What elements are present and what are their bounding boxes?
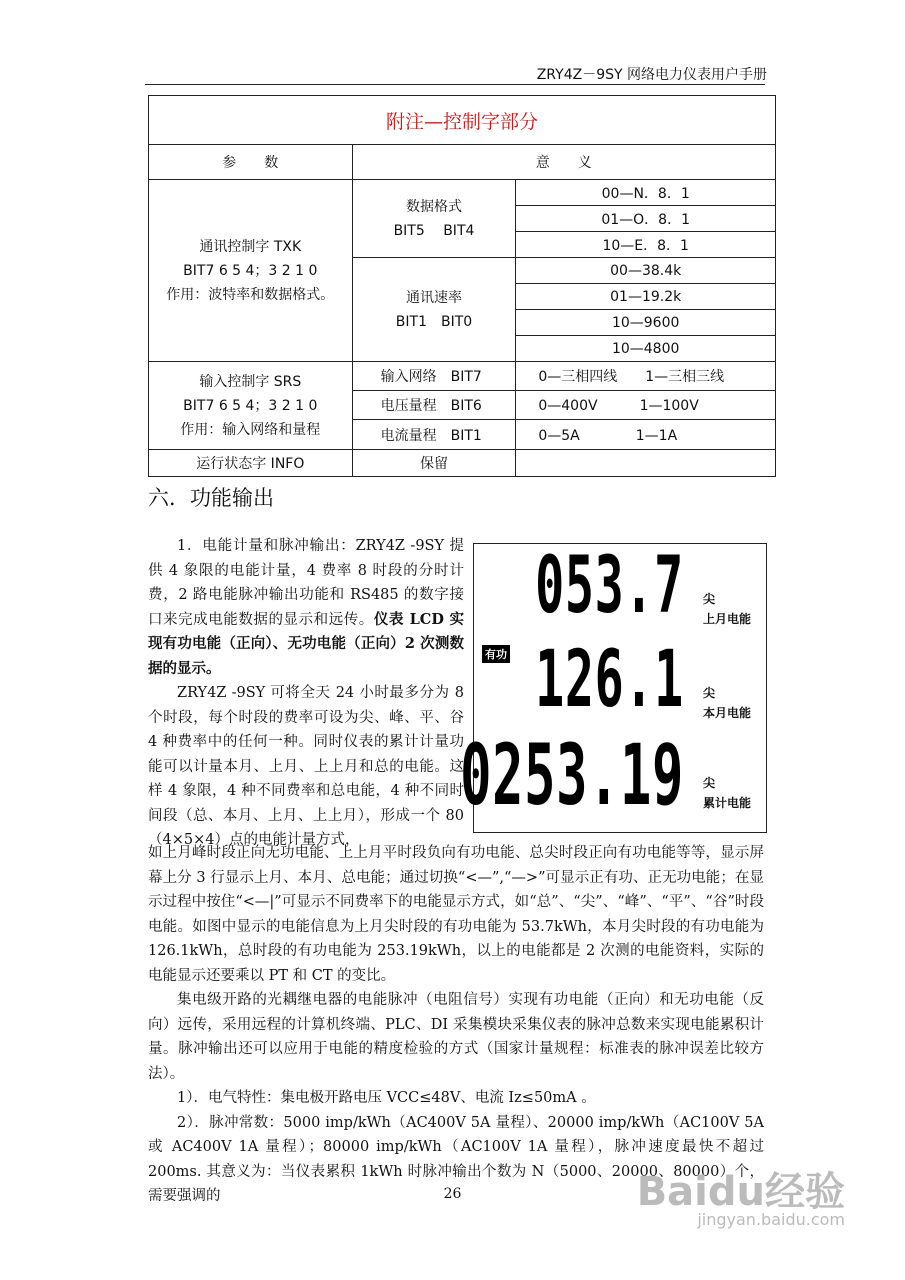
data-format-bits: BIT5 BIT4 [393,222,475,239]
txk-purpose: 作用：波特率和数据格式。 [166,286,335,303]
srs-param-cell [149,362,353,450]
lcd-tag-2: 尖 [703,686,716,700]
baud-rate-cell [352,258,516,362]
para5: 2）．脉冲常数：5000 imp/kWh（AC400V 5A 量程）、20000 imp/kWh（AC100V 5A 或 AC400V 1A 量程）；80000 imp/kWh（AC100V 1A 量程），脉冲速度最快不超过 200ms. 其意义为：当仪表累积 1kWh 时脉冲输出个数为 N（5000、20000、80000）个，需要强调的 [148,1114,764,1204]
table-cell: 输入网络 BIT7 [352,362,516,391]
lcd-display-figure [460,541,767,833]
col-header-meaning: 意 义 [352,145,775,180]
txk-name: 通讯控制字 TXK [199,238,302,255]
col-header-param: 参 数 [149,145,353,180]
table-cell: 10—9600 [516,310,776,336]
srs-name: 输入控制字 SRS [199,373,302,390]
table-cell: 00—N．8．1 [516,180,776,206]
watermark-logo: Baidu经验 [636,1169,845,1215]
txk-bits: BIT7 6 5 4；3 2 1 0 [183,262,318,279]
data-format-cell [352,180,516,258]
page-number: 26 [443,1186,462,1202]
srs-purpose: 作用：输入网络和量程 [180,421,321,438]
lcd-tag-3: 尖 [703,776,716,790]
table-cell [516,450,776,477]
table-cell: 00—38.4k [516,258,776,284]
lcd-label-2: 本月电能 [703,706,752,720]
table-cell: 0—三相四线 1—三相三线 [516,362,776,391]
table-cell: 0—400V 1—100V [516,391,776,420]
table-cell: 运行状态字 INFO [149,450,353,477]
body-text [148,841,764,1209]
baud-rate-bits: BIT1 BIT0 [395,313,473,330]
table-cell: 保留 [352,450,516,477]
para4: 1）．电气特性：集电极开路电压 VCC≤48V、电流 Iz≤50mA 。 [177,1090,596,1106]
control-word-table [148,95,776,477]
table-cell: 电压量程 BIT6 [352,391,516,420]
lcd-tag-1: 尖 [703,592,716,606]
data-format-label: 数据格式 [405,198,462,215]
para1-bold: 仪表 LCD 实现有功电能（正向）、无功电能（正向）2 次测数据的显示。 [148,610,465,677]
lcd-label-3: 累计电能 [703,796,752,810]
lcd-label-1: 上月电能 [703,612,752,626]
table-cell: 10—4800 [516,336,776,362]
lcd-line-1: 053.7 [535,541,684,631]
running-header: ZRY4Z－9SY 网络电力仪表用户手册 [536,67,767,83]
baud-rate-label: 通讯速率 [405,289,462,306]
lcd-badge: 有功 [482,645,510,663]
table-cell: 10—E．8．1 [516,232,776,258]
lcd-line-2: 126.1 [535,635,684,725]
table-cell: 电流量程 BIT1 [352,420,516,450]
table-title: 附注—控制字部分 [149,96,776,145]
srs-bits: BIT7 6 5 4；3 2 1 0 [183,397,318,414]
table-cell: 01—19.2k [516,284,776,310]
section-title: 六．功能输出 [148,486,274,510]
lcd-line-3: 0253.19 [460,726,684,824]
para2-text: ZRY4Z -9SY 可将全天 24 小时最多分为 8 个时段，每个时段的费率可设为尖、峰、平、谷 4 种费率中的任何一种。同时仪表的累计计量功能可以计量本月、上月、上上月和总的电能。这样 4 象限，4 种不同费率和总电能，4 种不同时间段（总、本月、上月、上上月），形成一个 80（4×5×4）点的电能计量方式， [148,685,464,848]
header-rule [145,84,765,85]
para3: 集电级开路的光耦继电器的电能脉冲（电阻信号）实现有功电能（正向）和无功电能（反向）远传，采用远程的计算机终端、PLC、DI 采集模块采集仪表的脉冲总数来实现电能累积计量。脉冲输出还可以应用于电能的精度检验的方式（国家计量规程：标准表的脉冲误差比较方法）。 [148,992,764,1082]
table-cell: 0—5A 1—1A [516,420,776,450]
txk-param-cell [149,180,353,362]
para1-text: 1．电能计量和脉冲输出：ZRY4Z -9SY 提供 4 象限的电能计量，4 费率 8 时段的分时计费，2 路电能脉冲输出功能和 RS485 的数字接口来完成电能数据的显示和远传。 [148,538,464,628]
para2-cont: 如上月峰时段正向无功电能、上上月平时段负向有功电能、总尖时段正向有功电能等等，显示屏幕上分 3 行显示上月、本月、总电能；通过切换“<—”,“—>”可显示正有功、正无功电能；在显示过程中按住“<—|”可显示不同费率下的电能显示方式，如“总”、“尖”、“峰”、“平”、“谷”时段电能。如图中显示的电能信息为上月尖时段的有功电能为 53.7kWh，本月尖时段的有功电能为 126.1kWh，总时段的有功电能为 253.19kWh，以上的电能都是 2 次测的电能资料，实际的电能显示还要乘以 PT 和 CT 的变比。 [148,845,764,984]
table-cell: 01—O．8．1 [516,206,776,232]
intro-paragraphs [148,534,464,853]
watermark-url: jingyan.baidu.com [697,1210,845,1229]
